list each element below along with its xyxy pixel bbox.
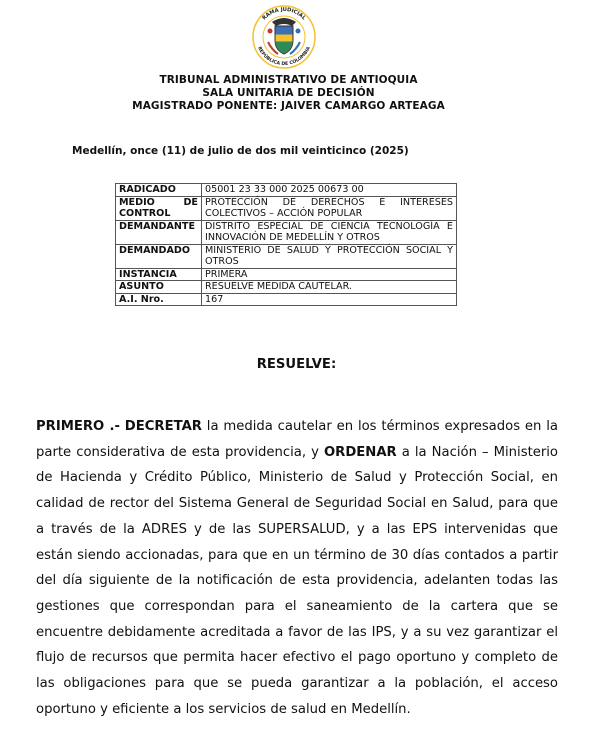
demandado-value: MINISTERIO DE SALUD Y PROTECCIÓN SOCIAL Y OTROS bbox=[202, 244, 457, 268]
control-word: CONTROL bbox=[119, 208, 171, 219]
primero-paragraph bbox=[36, 414, 558, 722]
radicado-label: RADICADO bbox=[116, 184, 202, 197]
primero-text-1: la medida cautelar en los términos expresados en la parte considerativa de esta providencia, y bbox=[36, 419, 558, 460]
radicado-value: 05001 23 33 000 2025 00673 00 bbox=[202, 184, 457, 197]
ai-number-value: 167 bbox=[202, 293, 457, 306]
ordenar-verb: ORDENAR bbox=[323, 444, 397, 460]
court-name: TRIBUNAL ADMINISTRATIVO DE ANTIOQUIA bbox=[159, 74, 418, 86]
table-row bbox=[116, 281, 457, 294]
medio-control-label bbox=[116, 196, 202, 220]
chamber-name: SALA UNITARIA DE DECISIÓN bbox=[202, 87, 375, 99]
table-row bbox=[116, 220, 457, 244]
primero-ordinal: PRIMERO .- bbox=[36, 419, 120, 434]
table-row bbox=[116, 196, 457, 220]
magistrate-name: MAGISTRADO PONENTE: JAIVER CAMARGO ARTEAGA bbox=[132, 100, 445, 112]
case-info-table bbox=[115, 183, 457, 306]
demandante-value: DISTRITO ESPECIAL DE CIENCIA TECNOLOGÍA E INNOVACIÓN DE MEDELLÍN Y OTROS bbox=[202, 220, 457, 244]
asunto-label: ASUNTO bbox=[116, 281, 202, 294]
instancia-label: INSTANCIA bbox=[116, 268, 202, 281]
table-row bbox=[116, 184, 457, 197]
medio-control-value: PROTECCIÓN DE DERECHOS E INTERESES COLECTIVOS – ACCIÓN POPULAR bbox=[202, 196, 457, 220]
dateline: Medellín, once (11) de julio de dos mil veinticinco (2025) bbox=[72, 145, 409, 157]
svg-text:RAMA JUDICIAL: RAMA JUDICIAL bbox=[261, 6, 307, 22]
table-row bbox=[116, 293, 457, 306]
de-word: DE bbox=[183, 196, 198, 208]
judicial-seal-logo bbox=[248, 4, 320, 70]
table-row bbox=[116, 244, 457, 268]
demandante-label: DEMANDANTE bbox=[116, 220, 202, 244]
decretar-verb: DECRETAR bbox=[124, 419, 202, 434]
asunto-value: RESUELVE MEDIDA CAUTELAR. bbox=[202, 281, 457, 294]
ai-number-label: A.I. Nro. bbox=[116, 293, 202, 306]
svg-text:REPÚBLICA DE COLOMBIA: REPÚBLICA DE COLOMBIA bbox=[256, 46, 312, 68]
primero-text-2: a la Nación – Ministerio de Hacienda y Crédito Público, Ministerio de Salud y Protección Social, en calidad de rector del Sistema General de Seguridad Social en Salud, para que a través de la ADRES y de las SUPERSALUD, y a las EPS intervenidas que están siendo accionadas, para que en un término de 30 días contados a partir del día siguiente de la notificación de esta providencia, adelanten todas las gestiones que correspondan para el saneamiento de la cartera que se encuentre debidamente acreditada a favor de las IPS, y a su vez garantizar el flujo de recursos que permita hacer efectivo el pago oportuno y completo de las obligaciones para que se pueda garantizar a la población, el acceso oportuno y eficiente a los servicios de salud en Medellín. bbox=[36, 444, 559, 717]
instancia-value: PRIMERA bbox=[202, 268, 457, 281]
table-row bbox=[116, 268, 457, 281]
demandado-label: DEMANDADO bbox=[116, 244, 202, 268]
medio-word: MEDIO bbox=[119, 196, 155, 208]
resuelve-heading: RESUELVE: bbox=[256, 357, 337, 372]
